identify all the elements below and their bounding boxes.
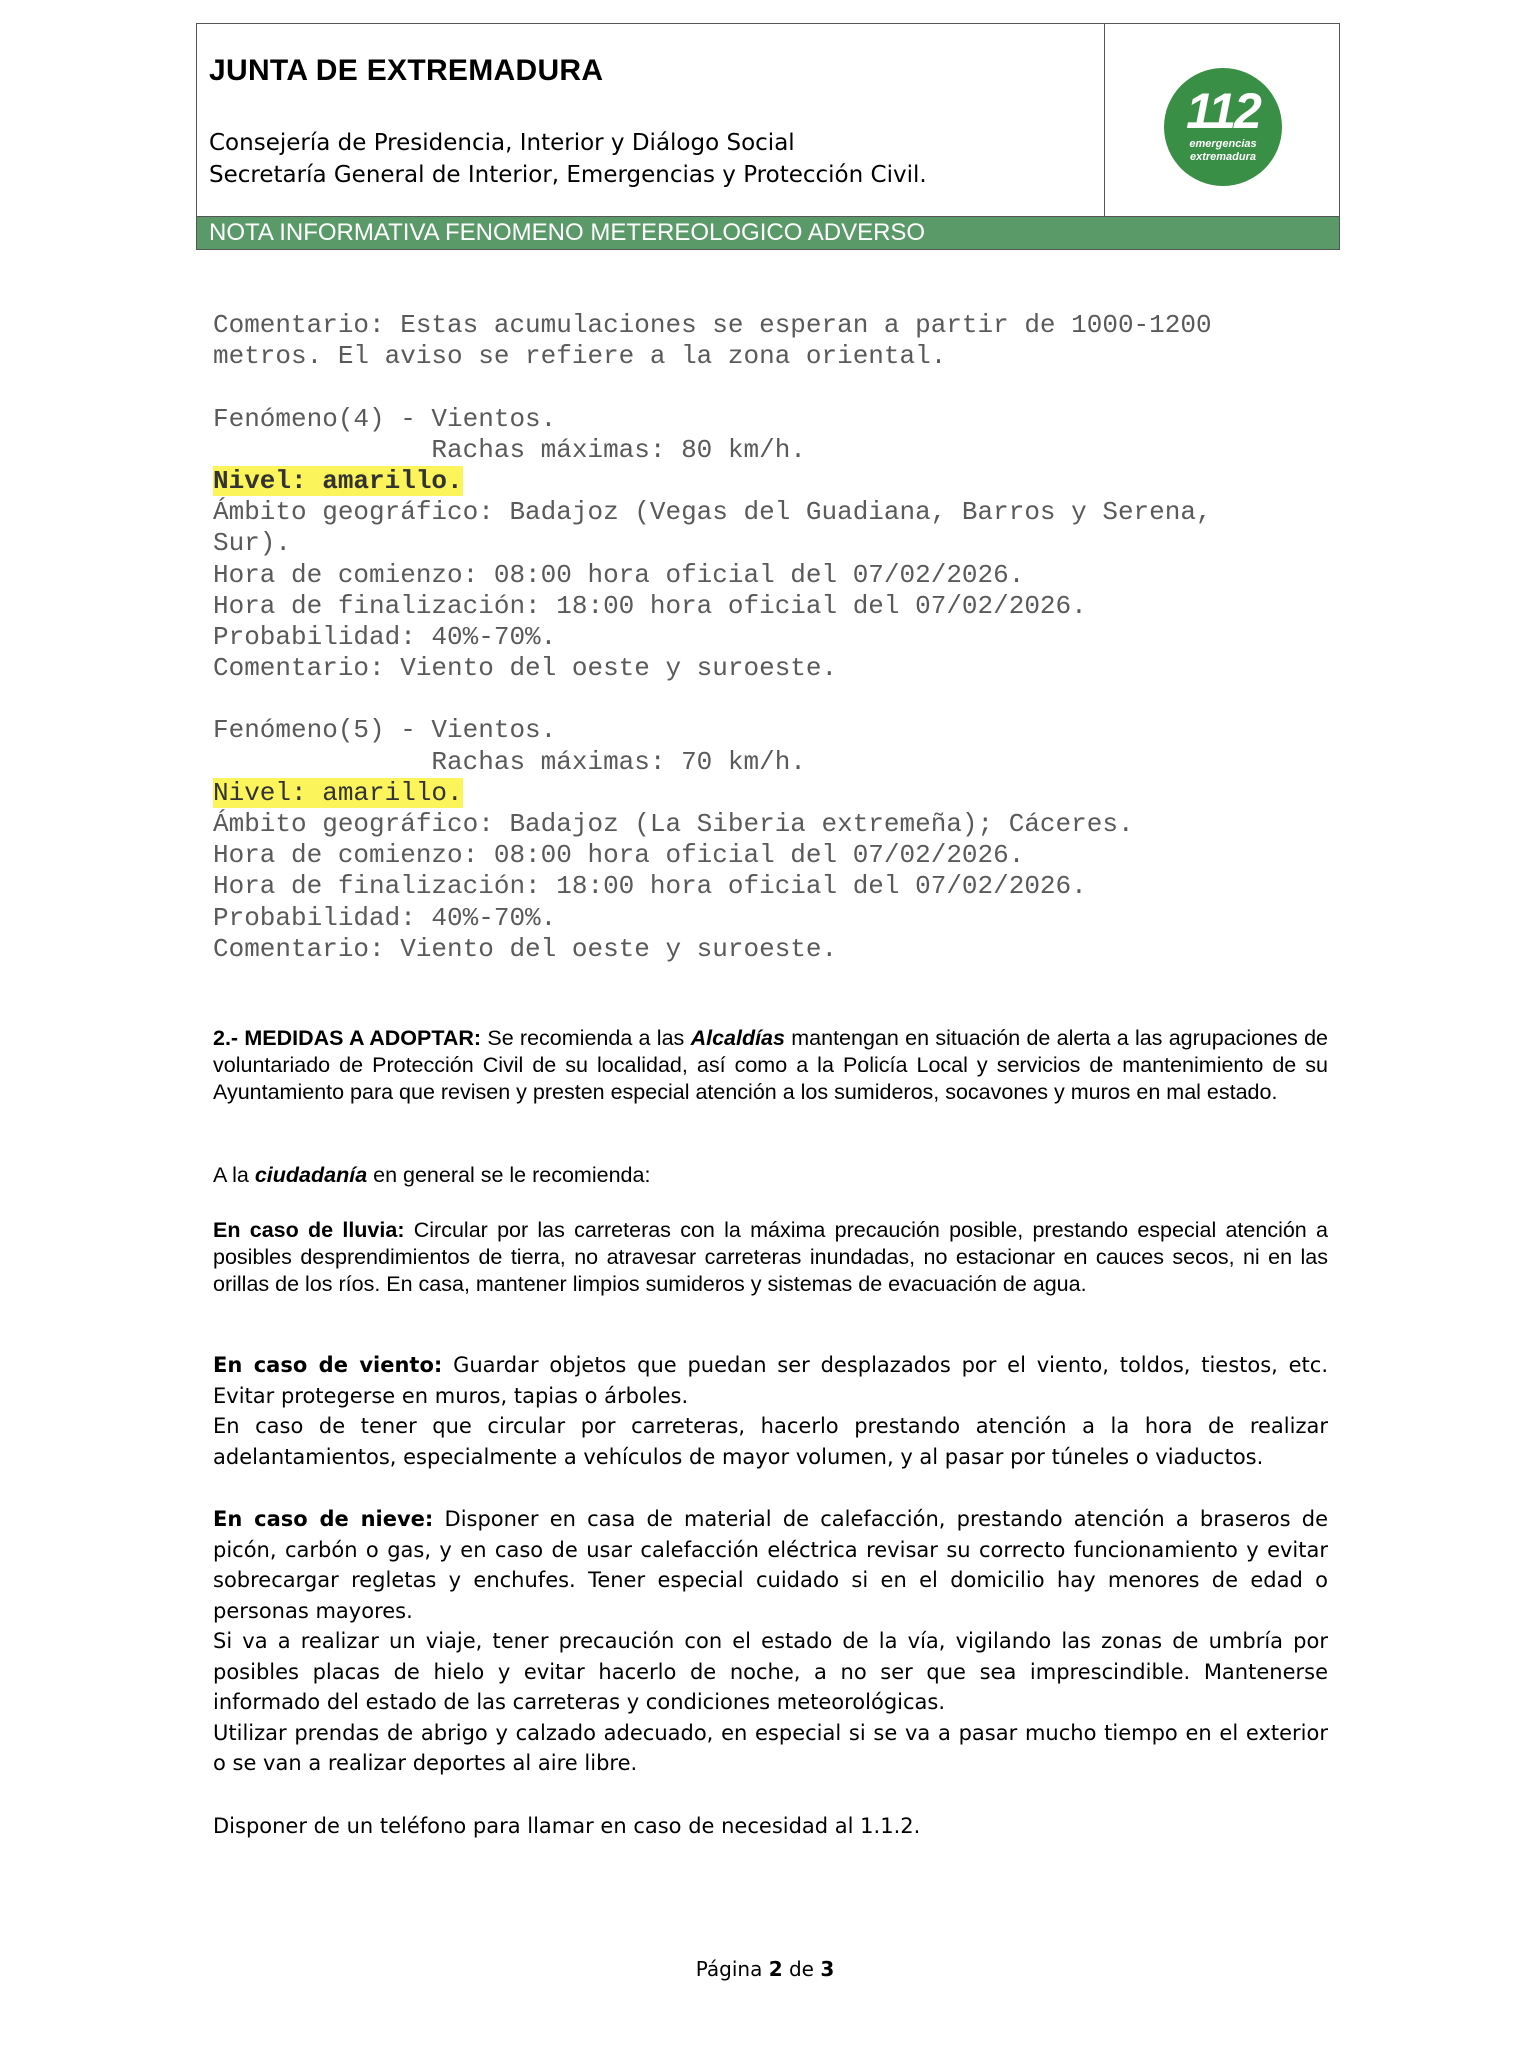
emergency-112-logo <box>1164 68 1282 186</box>
alcaldias-emphasis: Alcaldías <box>690 1026 785 1050</box>
page-total: 3 <box>820 1957 835 1981</box>
snow-advice <box>213 1504 1328 1779</box>
phenomenon-4-gusts: Rachas máximas: 80 km/h. <box>213 434 806 465</box>
phenomenon-5-start: Hora de comienzo: 08:00 hora oficial del 07/02/2026. <box>213 840 1025 871</box>
logo-text-1: emergencias <box>1189 138 1257 150</box>
snow-text: Disponer en casa de material de calefacción, prestando atención a braseros de picón, carbón o gas, y en caso de usar calefacción eléctrica revisar su correcto funcionamiento y evitar sobrecargar regletas y enchufes. Tener especial cuidado si en el domicilio hay menores de edad o personas mayores. <box>213 1507 1328 1623</box>
phenomenon-4-title: Fenómeno(4) - Vientos. <box>213 403 557 434</box>
wind-text: Guardar objetos que puedan ser desplazados por el viento, toldos, tiestos, etc. Evitar protegerse en muros, tapias o árboles. <box>213 1353 1328 1408</box>
measures-paragraph <box>213 1025 1328 1106</box>
logo-number: 112 <box>1186 83 1260 139</box>
comment-line: metros. El aviso se refiere a la zona oriental. <box>213 341 947 372</box>
document-header <box>196 23 1340 250</box>
measures-text: Se recomienda a las <box>481 1026 691 1050</box>
wind-text-2: En caso de tener que circular por carreteras, hacerlo prestando atención a la hora de realizar adelantamientos, especialmente a vehículos de mayor volumen, y al pasar por túneles o viaductos. <box>213 1414 1328 1469</box>
department-line-2: Secretaría General de Interior, Emergencias y Protección Civil. <box>209 162 927 188</box>
measures-heading: 2.- MEDIDAS A ADOPTAR: <box>213 1026 482 1050</box>
phenomenon-4-comment: Comentario: Viento del oeste y suroeste. <box>213 653 838 684</box>
snow-text-2: Si va a realizar un viaje, tener precaución con el estado de la vía, vigilando las zonas de umbría por posibles placas de hielo y evitar hacerlo de noche, a no ser que sea imprescindible. Mantenerse informado del estado de las carreteras y condiciones meteorológicas. <box>213 1629 1328 1714</box>
citizens-text: A la <box>213 1163 255 1187</box>
wind-label: En caso de viento: <box>213 1353 443 1377</box>
phenomenon-5-area: Ámbito geográfico: Badajoz (La Siberia extremeña); Cáceres. <box>213 809 1134 839</box>
phenomenon-4-level: Nivel: amarillo. <box>213 465 463 496</box>
phenomenon-5-end: Hora de finalización: 18:00 hora oficial del 07/02/2026. <box>213 871 1087 902</box>
phenomenon-5-probability: Probabilidad: 40%-70%. <box>213 902 557 933</box>
phenomenon-4-end: Hora de finalización: 18:00 hora oficial del 07/02/2026. <box>213 590 1087 621</box>
warnings-block <box>213 310 1333 965</box>
snow-text-3: Utilizar prendas de abrigo y calzado adecuado, en especial si se va a pasar mucho tiempo en el exterior o se van a realizar deportes al aire libre. <box>213 1720 1328 1775</box>
rain-text: Circular por las carreteras con la máxima precaución posible, prestando especial atención a posibles desprendimientos de tierra, no atravesar carreteras inundadas, no estacionar en cauces secos, ni en las orillas de los ríos. En casa, mantener limpios sumideros y sistemas de evacuación de agua. <box>213 1218 1328 1296</box>
phenomenon-4-area: Ámbito geográfico: Badajoz (Vegas del Guadiana, Barros y Serena, <box>213 497 1212 528</box>
department-line-1: Consejería de Presidencia, Interior y Diálogo Social <box>209 130 795 156</box>
page-label: Página <box>695 1957 763 1981</box>
rain-label: En caso de lluvia: <box>213 1218 405 1242</box>
phenomenon-4-probability: Probabilidad: 40%-70%. <box>213 621 557 652</box>
page-number: 2 <box>768 1957 783 1981</box>
note-banner: NOTA INFORMATIVA FENOMENO METEREOLOGICO ADVERSO <box>197 216 1339 249</box>
rain-advice <box>213 1217 1328 1298</box>
phenomenon-5-comment: Comentario: Viento del oeste y suroeste. <box>213 933 838 964</box>
snow-label: En caso de nieve: <box>213 1507 434 1531</box>
header-logo-cell <box>1104 24 1339 218</box>
logo-text-2: extremadura <box>1189 151 1257 163</box>
page-footer <box>0 1957 1530 1981</box>
phenomenon-5-gusts: Rachas máximas: 70 km/h. <box>213 746 806 777</box>
phenomenon-4-start: Hora de comienzo: 08:00 hora oficial del 07/02/2026. <box>213 559 1025 590</box>
wind-advice <box>213 1350 1328 1472</box>
phenomenon-4-area-cont: Sur). <box>213 528 292 559</box>
phone-advice: Disponer de un teléfono para llamar en caso de necesidad al 1.1.2. <box>213 1814 921 1838</box>
comment-line: Comentario: Estas acumulaciones se esperan a partir de 1000-1200 <box>213 310 1212 340</box>
citizens-intro <box>213 1162 1328 1189</box>
ciudadania-emphasis: ciudadanía <box>254 1163 368 1187</box>
phenomenon-5-level: Nivel: amarillo. <box>213 777 463 808</box>
measures-text-cont: mantengan en situación de alerta a las agrupaciones de voluntariado de Protección Civil de su localidad, así como a la Policía Local y servicios de mantenimiento de su Ayuntamiento para que revisen y presten especial atención a los sumideros, socavones y muros en mal estado. <box>213 1026 1328 1104</box>
organization-title: JUNTA DE EXTREMADURA <box>209 54 604 87</box>
phenomenon-5-title: Fenómeno(5) - Vientos. <box>213 715 557 746</box>
citizens-text-cont: en general se le recomienda: <box>367 1163 651 1187</box>
page-of: de <box>788 1957 814 1981</box>
header-text-cell <box>197 24 1105 218</box>
